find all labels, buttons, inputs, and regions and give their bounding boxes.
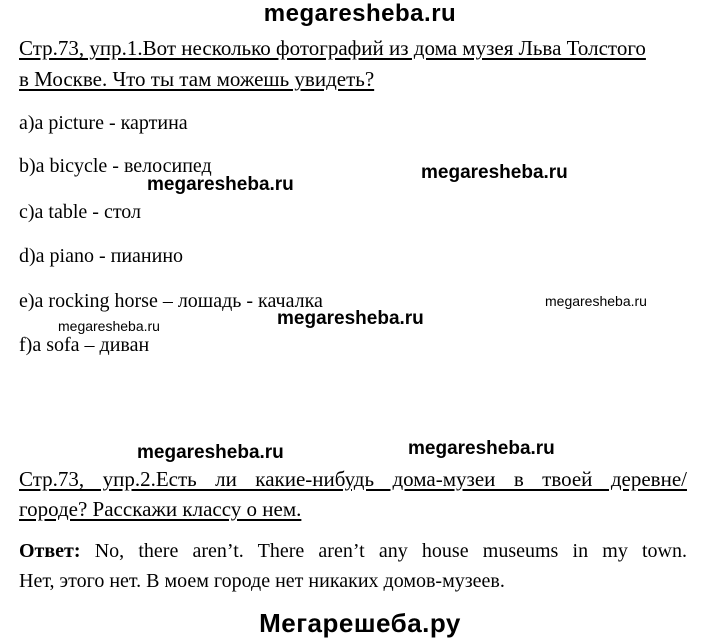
task2-heading-line1: Стр.73, упр.2.Есть ли какие-нибудь дома-музеи в твоей деревне/: [19, 467, 687, 491]
answer-label: Ответ:: [19, 540, 81, 562]
task1-heading-line1: Стр.73, упр.1.Вот несколько фотографий из дома музея Льва Толстого: [19, 36, 646, 60]
list-item: d)a piano - пианино: [19, 245, 184, 267]
answer-line2: Нет, этого нет. В моем городе нет никаких домов-музеев.: [19, 570, 505, 592]
footer-watermark: Мегарешеба.ру: [259, 608, 461, 638]
watermark: megaresheba.ru: [277, 308, 424, 329]
task1-heading-line2: в Москве. Что ты там можешь увидеть?: [19, 67, 375, 91]
list-item: b)a bicycle - велосипед: [19, 155, 212, 177]
watermark: megaresheba.ru: [545, 293, 647, 309]
header-watermark: megaresheba.ru: [263, 0, 457, 27]
answer-text-en: No, there aren’t. There aren’t any house museums in my town.: [94, 540, 687, 562]
watermark: megaresheba.ru: [58, 318, 160, 334]
list-item: a)a picture - картина: [19, 112, 188, 134]
task2-heading-line2: городе? Расскажи классу о нем.: [19, 497, 302, 521]
answer-line1: [19, 540, 687, 563]
watermark: megaresheba.ru: [421, 162, 568, 183]
list-item: e)a rocking horse – лошадь - качалка: [19, 290, 323, 312]
watermark: megaresheba.ru: [408, 438, 555, 459]
watermark: megaresheba.ru: [137, 442, 284, 463]
list-item: c)a table - стол: [19, 201, 142, 223]
watermark: megaresheba.ru: [147, 174, 294, 195]
list-item: f)a sofa – диван: [19, 334, 150, 356]
